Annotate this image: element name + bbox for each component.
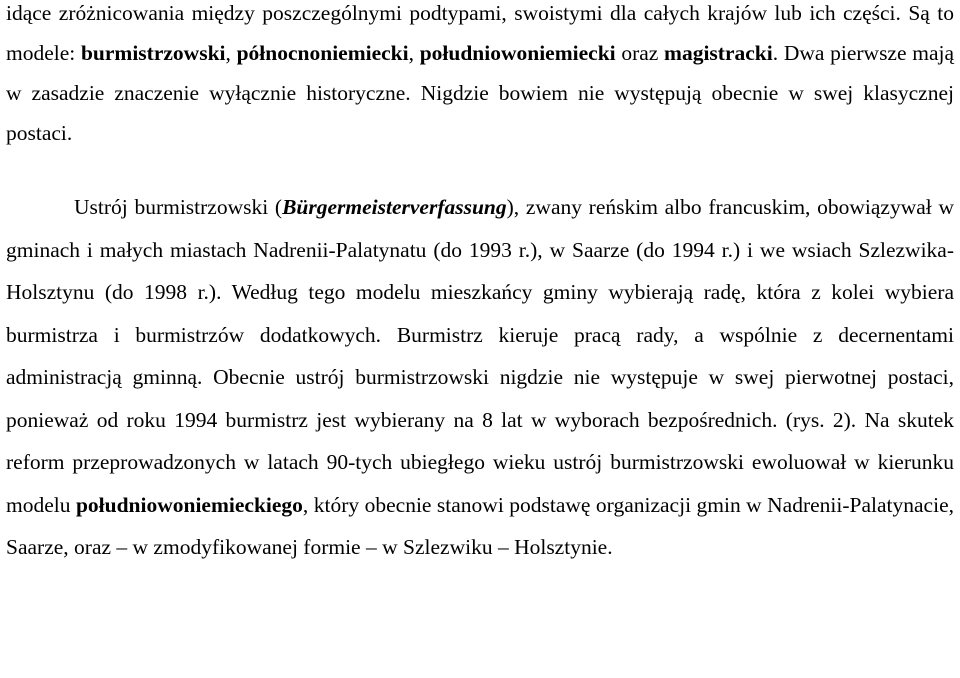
paragraph-burmistrzowski-model	[6, 186, 954, 569]
term-poludniowoniemiecki: południowoniemiecki	[419, 41, 616, 65]
term-buergermeisterverfassung: Bürgermeisterverfassung	[282, 195, 507, 219]
document-page	[6, 0, 954, 569]
text-run: ,	[408, 41, 420, 65]
term-polnocnoniemiecki: północnoniemiecki	[236, 41, 409, 65]
text-run: idące zróżnicowania między poszczególnymi podtypami, swoistymi dla całych krajów lub ich części. Są to modele:	[6, 1, 954, 65]
text-run: oraz	[615, 41, 665, 65]
text-run: . Dwa pierwsze mają w zasadzie znaczenie wyłącznie historyczne. Nigdzie bowiem nie występują obecnie w swej klasycznej postaci.	[6, 41, 955, 145]
term-magistracki: magistracki	[664, 41, 773, 65]
text-run: , który obecnie stanowi podstawę organizacji gmin w Nadrenii-Palatynacie, Saarze, oraz – w zmodyfikowanej formie – w Szlezwiku – Holsztynie.	[6, 492, 954, 559]
term-poludniowoniemieckiego: południowoniemieckiego	[75, 492, 303, 517]
paragraph-models-overview	[6, 0, 954, 153]
text-run: Ustrój burmistrzowski (	[74, 195, 283, 219]
text-run: ), zwany reńskim albo francuskim, obowiązywał w gminach i małych miastach Nadrenii-Palatynatu (do 1993 r.), w Saarze (do 1994 r.) i we wsiach Szlezwika-Holsztynu (do 1998 r.). Według tego modelu mieszkańcy gminy wybierają radę, która z kolei wybiera burmistrza i burmistrzów dodatkowych. Burmistrz kieruje pracą rady, a wspólnie z decernentami administracją gminną. Obecnie ustrój burmistrzowski nigdzie nie występuje w swej pierwotnej postaci, ponieważ od roku 1994 burmistrz jest wybierany na 8 lat w wyborach bezpośrednich. (rys. 2). Na skutek reform przeprowadzonych w latach 90-tych ubiegłego wieku ustrój burmistrzowski ewoluował w kierunku modelu	[6, 195, 954, 517]
text-run: ,	[225, 41, 237, 65]
term-burmistrzowski: burmistrzowski	[80, 41, 226, 65]
